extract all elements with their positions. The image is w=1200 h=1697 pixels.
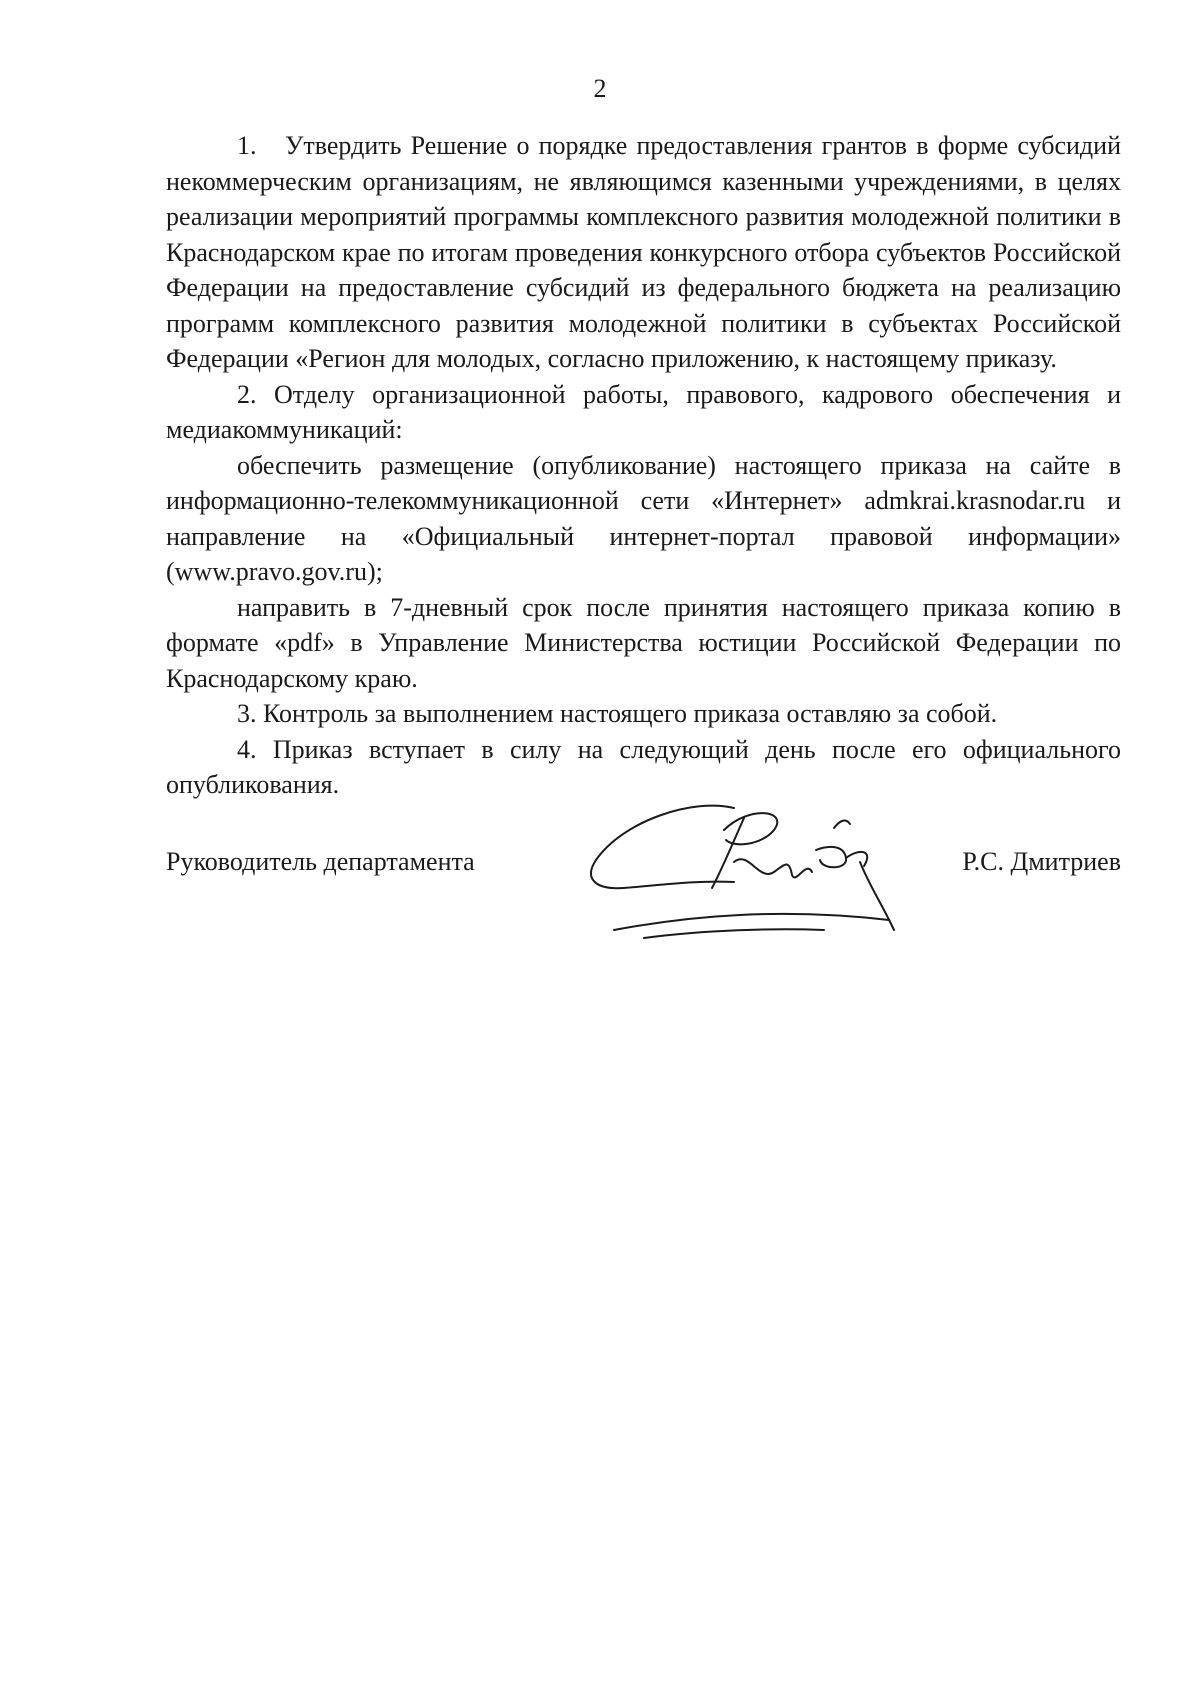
paragraph-item-2-sub-1: обеспечить размещение (опубликование) настоящего приказа на сайте в информационно-телекоммуникационной сети «Интернет» admkrai.krasnodar.ru и направление на «Официальный интернет-портал правовой информации» (www.pravo.gov.ru); (166, 450, 1121, 586)
signatory-name: Р.С. Дмитриев (962, 847, 1121, 876)
paragraph-item-2-sub-2: направить в 7-дневный срок после принятия настоящего приказа копию в формате «pdf» в Управление Министерства юстиции Российской Федерации по Краснодарскому краю. (166, 592, 1121, 693)
handwritten-signature (584, 790, 904, 940)
paragraph-item-3: 3. Контроль за выполнением настоящего приказа оставляю за собой. (237, 699, 998, 728)
paragraph-item-2: 2. Отделу организационной работы, правового, кадрового обеспечения и медиакоммуникаций: (166, 379, 1121, 444)
paragraph-item-4: 4. Приказ вступает в силу на следующий день после его официального опубликования. (166, 734, 1121, 799)
signature-block (166, 790, 1121, 940)
page-number: 2 (593, 74, 607, 103)
signatory-title: Руководитель департамента (166, 847, 475, 876)
document-body (166, 128, 1121, 803)
item-1-number: 1. (237, 131, 257, 160)
paragraph-item-1 (166, 128, 1121, 377)
item-1-text: Утвердить Решение о порядке предоставления грантов в форме субсидий некоммерческим организациям, не являющимся казенными учреждениями, в целях реализации мероприятий программы комплексного развития молодежной политики в Краснодарском крае по итогам проведения конкурсного отбора субъектов Российской Федерации на предоставление субсидий из федерального бюджета на реализацию программ комплексного развития молодежной политики в субъектах Российской Федерации «Регион для молодых, согласно приложению, к настоящему приказу. (166, 131, 1121, 373)
